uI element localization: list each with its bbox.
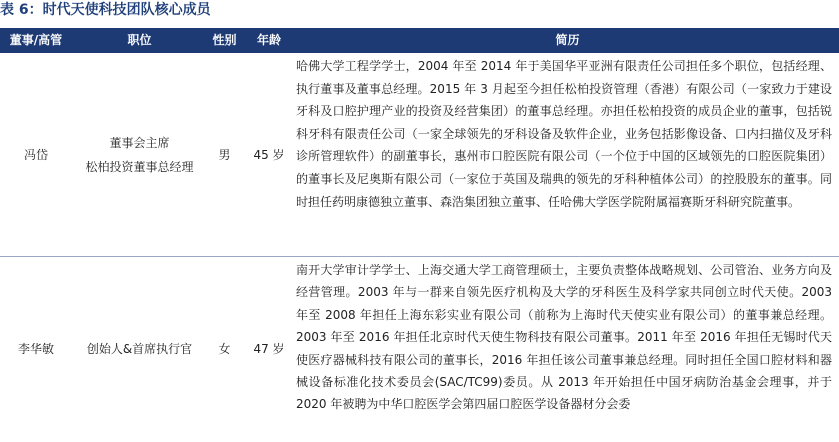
resume-text: 南开大学审计学学士、上海交通大学工商管理硕士，主要负责整体战略规划、公司管治、业务方向及经营管理。2003 年与一群来自领先医疗机构及大学的牙科医生及科学家共同创立时代天使。2003 年至 2008 年担任上海东彩实业有限公司（前称为上海时代天使实业有限公司）的董事兼总经理。2003 年至 2016 年担任北京时代天使生物科技有限公司董事。2011 年至 2016 年担任无锡时代天使医疗器械科技有限公司的董事长，2016 年担任该公司董事兼总经理。同时担任全国口腔材料和器械设备标准化技术委员会(SAC/TC99)委员。从 2013 年开始担任中国牙病防治基金会理事，并于 2020 年被聘为中华口腔医学会第四届口腔医学设备器材分会委 [296,263,832,412]
name-cell: 李华敏 [17,341,54,356]
position-cell [72,53,207,256]
position-line: 创始人&首席执行官 [86,341,193,356]
resume-text: 哈佛大学工程学学士，2004 年至 2014 年于美国华平亚洲有限责任公司担任多个职位，包括经理、执行董事及董事总经理。2015 年 3 月起至今担任松柏投资管理（香港）有限公司（一家致力于建设牙科及口腔护理产业的投资及经营集团）的董事总经理。亦担任松柏投资的成员企业的董事，包括锐科牙科有限责任公司（一家全球领先的牙科设备及软件企业，业务包括影像设备、口内扫描仪及牙科诊所管理软件）的副董事长，惠州市口腔医院有限公司（一个位于中国的区域领先的口腔医院集团）的董事长及尼奥斯有限公司（一家位于英国及瑞典的领先的牙科种植体公司）的控股股东的董事。同时担任药明康德独立董事、森浩集团独立董事、任哈佛大学医学院附属福赛斯牙科研究院董事。 [296,59,832,209]
position-line: 松柏投资董事总经理 [85,159,194,174]
table-row [0,53,839,257]
header-position: 职位 [127,33,152,47]
gender-cell: 女 [218,341,231,356]
header-director: 董事/高管 [9,33,63,47]
header-gender: 性别 [212,33,237,47]
age-cell: 45 岁 [253,147,285,162]
position-cell [72,257,207,440]
name-cell: 冯岱 [23,147,48,162]
resume-cell [296,53,832,258]
position-line: 董事会主席 [109,135,170,150]
header-age: 年龄 [256,33,281,47]
resume-cell [296,257,832,442]
age-cell: 47 岁 [253,341,285,356]
header-resume: 简历 [555,33,580,47]
table-header [0,28,839,53]
table-row [0,257,839,440]
gender-cell: 男 [218,147,231,162]
table-caption: 表 6：时代天使科技团队核心成员 [0,2,211,18]
